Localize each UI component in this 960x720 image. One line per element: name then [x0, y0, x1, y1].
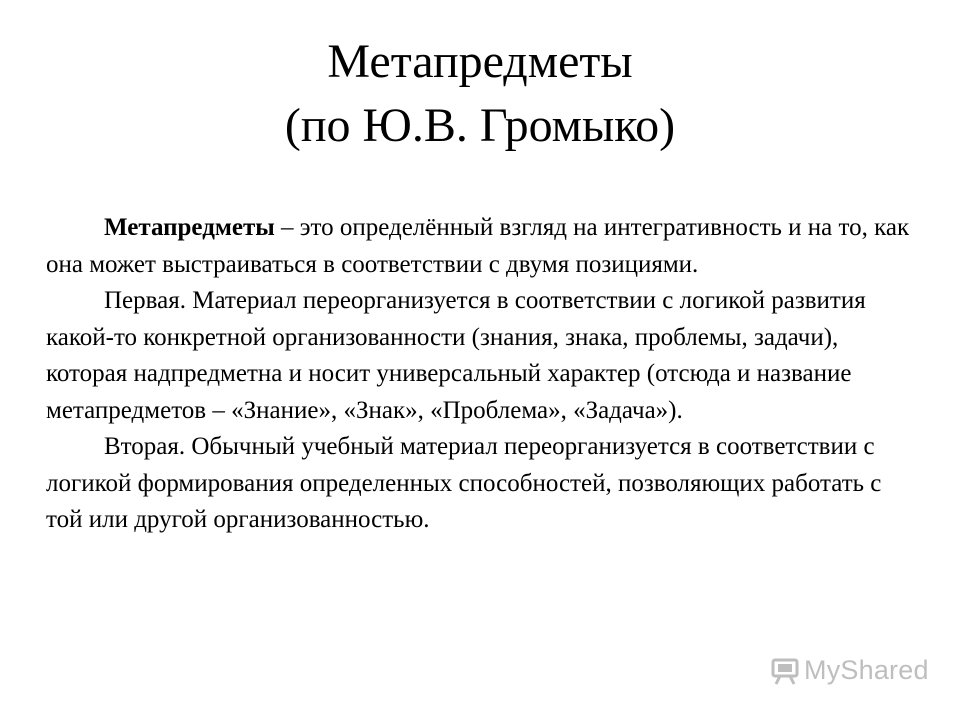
title-line-main: Метапредметы: [327, 35, 633, 88]
slide-title: [0, 30, 960, 158]
paragraph-first-position: Первая. Материал переорганизуется в соответствии с логикой развития какой-то конкретной организованности (знания, знака, проблемы, задачи), которая надпредметна и носит универсальный характер (отсюда и название метапредметов – «Знание», «Знак», «Проблема», «Задача»).: [46, 287, 866, 424]
body-text: [46, 210, 918, 539]
title-line-author: (по Ю.В. Громыко): [284, 99, 676, 152]
definition-text: – это определённый взгляд на интегративность и на то, как она может выстраиваться в соответствии с двумя позициями.: [46, 214, 910, 278]
paragraph-definition: [46, 210, 918, 283]
paragraph-second-position: Вторая. Обычный учебный материал переорганизуется в соответствии с логикой формирования определенных способностей, позволяющих работать с той или другой организованностью.: [46, 433, 882, 533]
watermark-text: MyShared: [804, 655, 929, 685]
term-metasubjects: Метапредметы: [104, 214, 275, 241]
presentation-board-icon: [770, 656, 800, 686]
watermark: [770, 655, 929, 686]
